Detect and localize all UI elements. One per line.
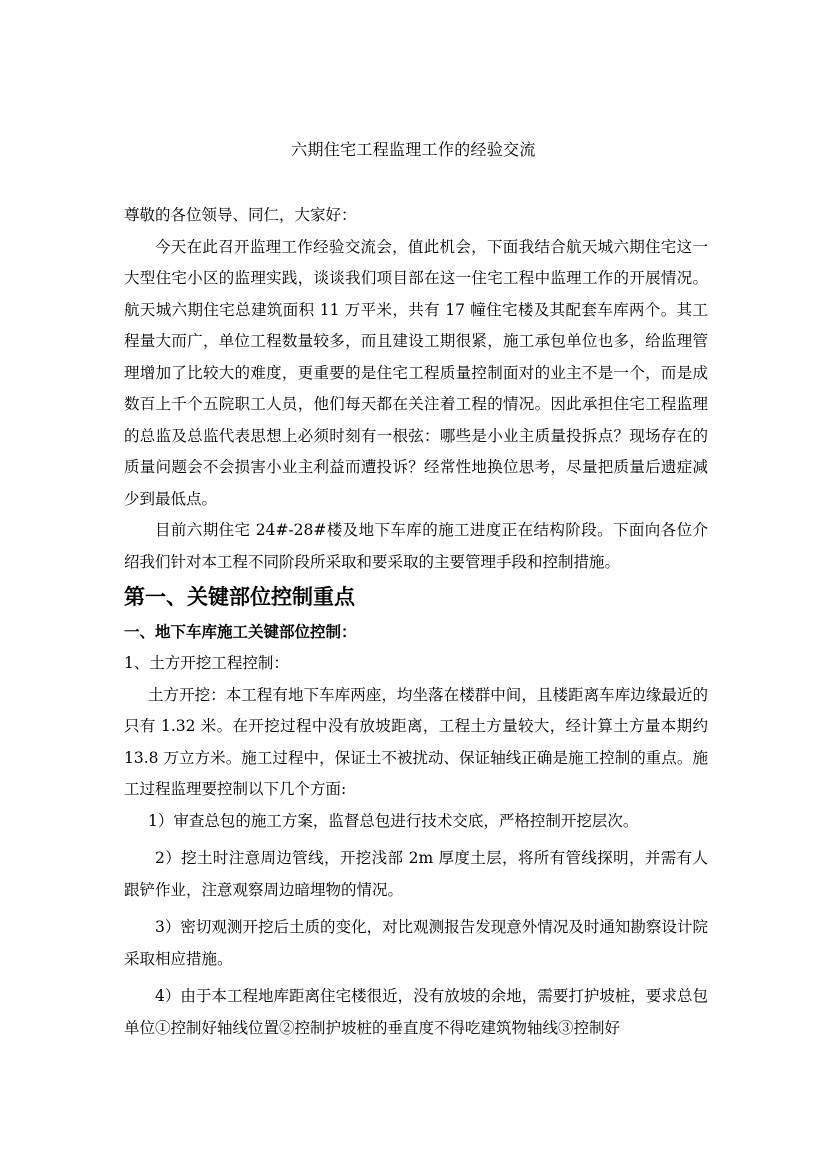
item-heading-earthwork: 1、土方开挖工程控制： <box>124 654 289 672</box>
salutation: 尊敬的各位领导、同仁，大家好： <box>124 206 357 224</box>
paragraph-progress: 目前六期住宅 24#-28#楼及地下车库的施工进度正在结构阶段。下面向各位介绍我们针对本工程不同阶段所采取和要采取的主要管理手段和控制措施。 <box>124 521 708 571</box>
paragraph-earthwork: 土方开挖：本工程有地下车库两座，均坐落在楼群中间，且楼距离车库边缘最近的只有 1.32 米。在开挖过程中没有放坡距离，工程土方量较大，经计算土方量本期约 13.8 万立方米。施工过程中，保证土不被扰动、保证轴线正确是施工控制的重点。施工过程监理要控制以下几个方面: <box>124 685 708 798</box>
control-point-2: 2）挖土时注意周边管线，开挖浅部 2m 厚度土层，将所有管线探明，并需有人跟铲作业，注意观察周边暗埋物的情况。 <box>124 849 708 899</box>
control-point-3: 3）密切观测开挖后土质的变化，对比观测报告发现意外情况及时通知勘察设计院采取相应措施。 <box>124 918 708 968</box>
section-heading-key-parts: 第一、关键部位控制重点 <box>124 585 355 609</box>
control-point-1: 1）审查总包的施工方案，监督总包进行技术交底，严格控制开挖层次。 <box>148 811 639 830</box>
document-body <box>124 200 708 1044</box>
document-title: 六期住宅工程监理工作的经验交流 <box>291 140 536 159</box>
paragraph-intro: 今天在此召开监理工作经验交流会，值此机会，下面我结合航天城六期住宅这一大型住宅小区的监理实践，谈谈我们项目部在这一住宅工程中监理工作的开展情况。航天城六期住宅总建筑面积 11 万平米，共有 17 幢住宅楼及其配套车库两个。其工程量大而广，单位工程数量较多，而且建设工期很紧，施工承包单位也多，给监理管理增加了比较大的难度，更重要的是住宅工程质量控制面对的业主不是一个，而是成数百上千个五院职工人员，他们每天都在关注着工程的情况。因此承担住宅工程监理的总监及总监代表思想上必须时刻有一根弦：哪些是小业主质量投拆点？现场存在的质量问题会不会损害小业主利益而遭投诉？经常性地换位思考，尽量把质量后遗症减少到最低点。 <box>124 237 708 508</box>
control-point-4: 4）由于本工程地库距离住宅楼很近，没有放坡的余地，需要打护坡桩，要求总包单位①控制好轴线位置②控制护坡桩的垂直度不得吃建筑物轴线③控制好 <box>124 987 708 1037</box>
subsection-heading-garage: 一、地下车库施工关键部位控制： <box>124 623 357 641</box>
